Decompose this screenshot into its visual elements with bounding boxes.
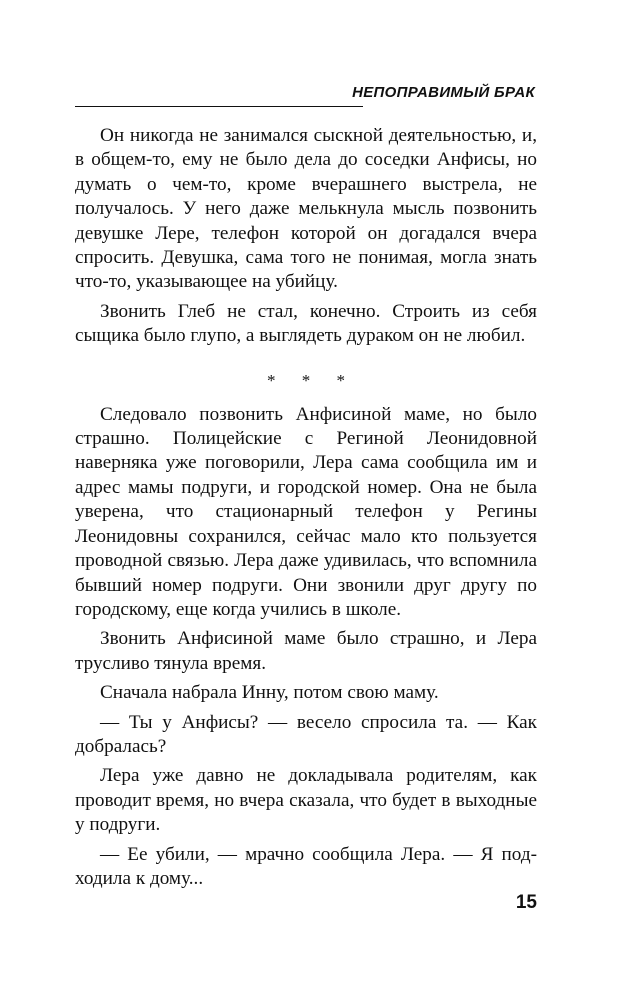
header-rule (75, 106, 363, 107)
paragraph: Следовало позвонить Анфисиной маме, но было страшно. Полицейские с Региной Леонидовной наверняка уже поговорили, Лера сама сообщила им и адрес мамы подруги, и городской номер. Она не была уверена, что стационарный телефон у Регины Леонидовны сохранился, сейчас мало кто пользуется проводной связью. Лера даже удивилась, что вспомнила бывший номер подруги. Они звонили друг другу по городскому, еще когда учились в школе. (75, 403, 537, 620)
dialogue-paragraph: — Ты у Анфисы? — весело спросила та. — Как добралась? (75, 711, 537, 757)
running-header (75, 84, 535, 108)
running-title: НЕПОПРАВИМЫЙ БРАК (352, 84, 535, 101)
paragraph: Сначала набрала Инну, потом свою маму. (100, 682, 439, 704)
paragraph: Он никогда не занимался сыскной деятельностью, и, в общем-то, ему не было дела до соседки Анфисы, но думать о чем-то, кроме вчерашнего выстрела, не получалось. У него даже мелькнула мысль позвонить девушке Лере, телефон которой он догадался вчера спросить. Девушка, сама того не понимая, могла знать что-то, указывающее на убийцу. (75, 125, 537, 293)
dialogue-paragraph: — Ее убили, — мрачно сообщила Лера. — Я подходила к дому... (75, 843, 537, 889)
paragraph: Лера уже давно не докладывала родителям, как проводит время, но вчера сказала, что будет в выходные у подруги. (75, 765, 537, 836)
body-text (75, 124, 537, 896)
section-separator: * * * (267, 370, 356, 390)
paragraph: Звонить Глеб не стал, конечно. Строить из себя сыщика было глупо, а выглядеть дураком он не любил. (75, 300, 537, 347)
paragraph: Звонить Анфисиной маме было страшно, и Лера трусливо тянула время. (75, 628, 537, 674)
page-number: 15 (515, 892, 537, 913)
